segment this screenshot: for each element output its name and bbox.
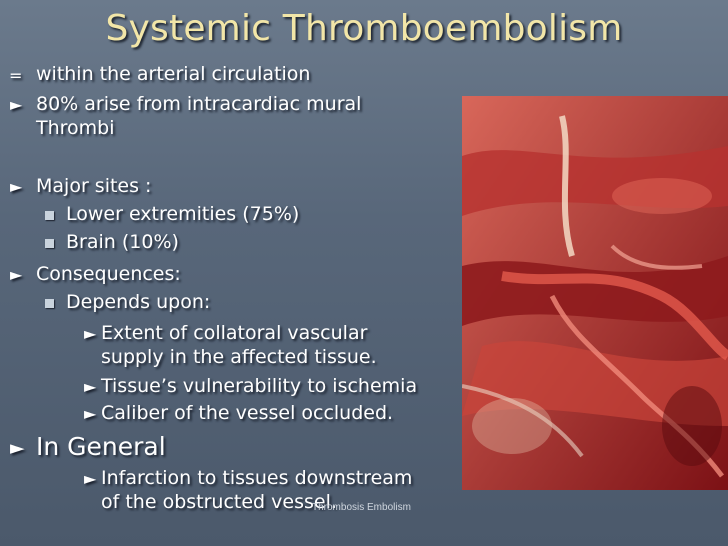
bullet-text: Major sites : — [36, 175, 152, 197]
triangle-bullet-icon: ► — [84, 404, 97, 423]
bullet-text: within the arterial circulation — [36, 63, 311, 85]
triangle-bullet-icon: ► — [84, 324, 97, 343]
sub-sub-bullet-text: Caliber of the vessel occluded. — [101, 402, 394, 424]
sub-bullet-text: Lower extremities (75%) — [66, 203, 300, 225]
sub-bullet-text: Brain (10%) — [66, 231, 179, 253]
triangle-bullet-icon: ► — [10, 177, 23, 196]
triangle-bullet-icon: ► — [84, 377, 97, 396]
sub-sub-bullet-text: Tissue’s vulnerability to ischemia — [101, 375, 418, 397]
slide-footer: Thrombosis Embolism — [312, 502, 411, 513]
bullet-text: Consequences: — [36, 263, 181, 285]
triangle-bullet-icon: ► — [84, 469, 97, 488]
bullet-text: 80% arise from intracardiac mural — [36, 93, 362, 115]
bullet-text-large: In General — [36, 432, 166, 461]
square-bullet-icon — [45, 239, 54, 248]
triangle-bullet-icon: ► — [10, 265, 23, 284]
square-bullet-icon — [45, 211, 54, 220]
sub-bullet-text: Depends upon: — [66, 291, 211, 313]
sub-sub-bullet-text: Extent of collatoral vascular — [101, 322, 368, 344]
square-bullet-icon — [45, 299, 54, 308]
sub-sub-bullet-text-continued: supply in the affected tissue. — [101, 346, 377, 368]
sub-sub-bullet-text-continued: of the obstructed vessel. — [101, 491, 337, 513]
triangle-bullet-icon: ► — [10, 437, 25, 459]
triangle-bullet-icon: ► — [10, 95, 23, 114]
bullet-text-continued: Thrombi — [36, 117, 115, 139]
sub-sub-bullet-text: Infarction to tissues downstream — [101, 467, 413, 489]
equals-marker: = — [9, 66, 23, 85]
slide-title: Systemic Thromboembolism — [105, 8, 623, 49]
